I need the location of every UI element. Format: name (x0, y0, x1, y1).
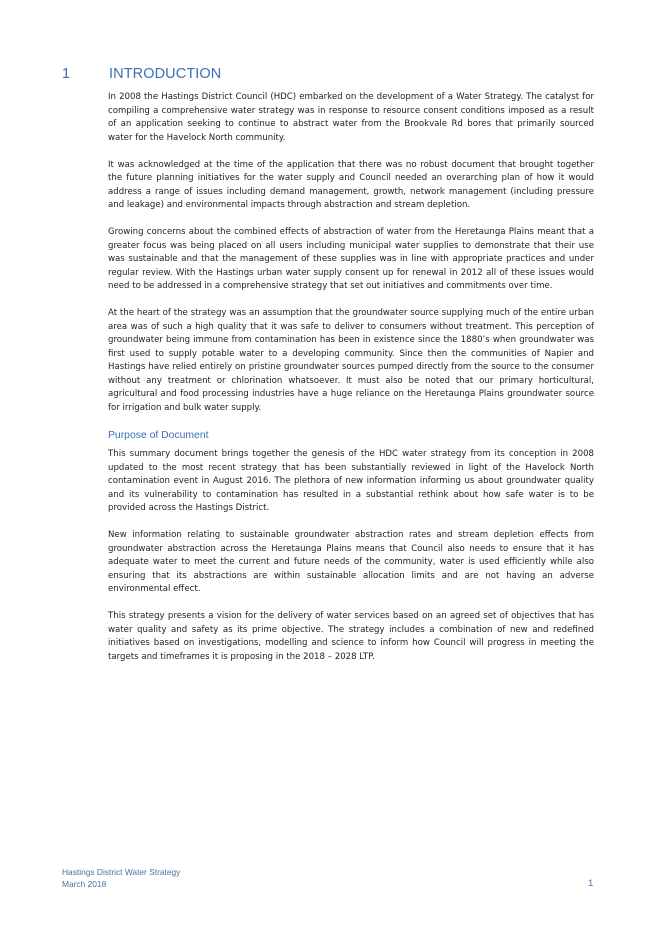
footer-title: Hastings District Water Strategy (62, 867, 181, 877)
purpose-paragraph-3: This strategy presents a vision for the delivery of water services based on an agreed set of objectives that has water quality and safety as its prime objective. The strategy includes a combination of new and redefined initiatives based on investigations, modelling and science to inform how Council will progress in meeting the targets and timeframes it is proposing in the 2018 – 2028 LTP. (108, 611, 594, 662)
intro-paragraph-1: In 2008 the Hastings District Council (HDC) embarked on the development of a Water Strategy. The catalyst for compiling a comprehensive water strategy was in response to resource consent conditions imposed as a result of an application seeking to continue to abstract water from the Brookvale Rd bores that primarily sourced water for the Havelock North community. (108, 92, 594, 143)
section-number: 1 (62, 66, 71, 82)
section-title: INTRODUCTION (109, 66, 222, 82)
intro-paragraph-4: At the heart of the strategy was an assumption that the groundwater source supplying much of the entire urban area was of such a high quality that it was safe to deliver to consumers without treatment. This perception of groundwater being immune from contamination has been in existence since the 1880’s when groundwater was first used to supply potable water to a developing community. Since then the communities of Napier and Hastings have relied entirely on pristine groundwater sources pumped directly from the source to the consumer without any treatment or chlorination whatsoever. It must also be noted that our primary horticultural, agricultural and food processing industries have a huge reliance on the Heretaunga Plains groundwater source for irrigation and bulk water supply. (108, 308, 594, 413)
page-footer (62, 866, 180, 890)
purpose-paragraph-1: This summary document brings together the genesis of the HDC water strategy from its conception in 2008 updated to the most recent strategy that has been substantially reviewed in light of the Havelock North contamination event in August 2016. The plethora of new information informing us about groundwater quality and its vulnerability to contamination has resulted in a substantial rethink about how safe water is to be provided across the Hastings District. (108, 449, 594, 513)
document-body (108, 91, 594, 678)
page-number: 1 (588, 878, 594, 889)
purpose-paragraph-2: New information relating to sustainable groundwater abstraction rates and stream depletion effects from groundwater abstraction across the Heretaunga Plains means that Council also needs to ensure that it has adequate water to meet the current and future needs of the community, water is used efficiently while also ensuring that its abstractions are within sustainable allocation limits and are not having an adverse environmental effect. (108, 530, 594, 594)
section-heading (62, 66, 221, 82)
footer-date: March 2018 (62, 879, 107, 889)
intro-paragraph-2: It was acknowledged at the time of the application that there was no robust document that brought together the future planning initiatives for the water supply and Council needed an overarching plan of how it would address a range of issues including demand management, growth, network management (including pressure and leakage) and environmental impacts through abstraction and stream depletion. (108, 159, 594, 210)
intro-paragraph-3: Growing concerns about the combined effects of abstraction of water from the Heretaunga Plains meant that a greater focus was being placed on all users including municipal water supplies to demonstrate that their use was sustainable and that the management of these supplies was in line with appropriate practices and under regular review. With the Hastings urban water supply consent up for renewal in 2012 all of these issues would need to be addressed in a comprehensive strategy that set out initiatives and commitments over time. (108, 227, 594, 291)
purpose-heading: Purpose of Document (108, 429, 209, 441)
